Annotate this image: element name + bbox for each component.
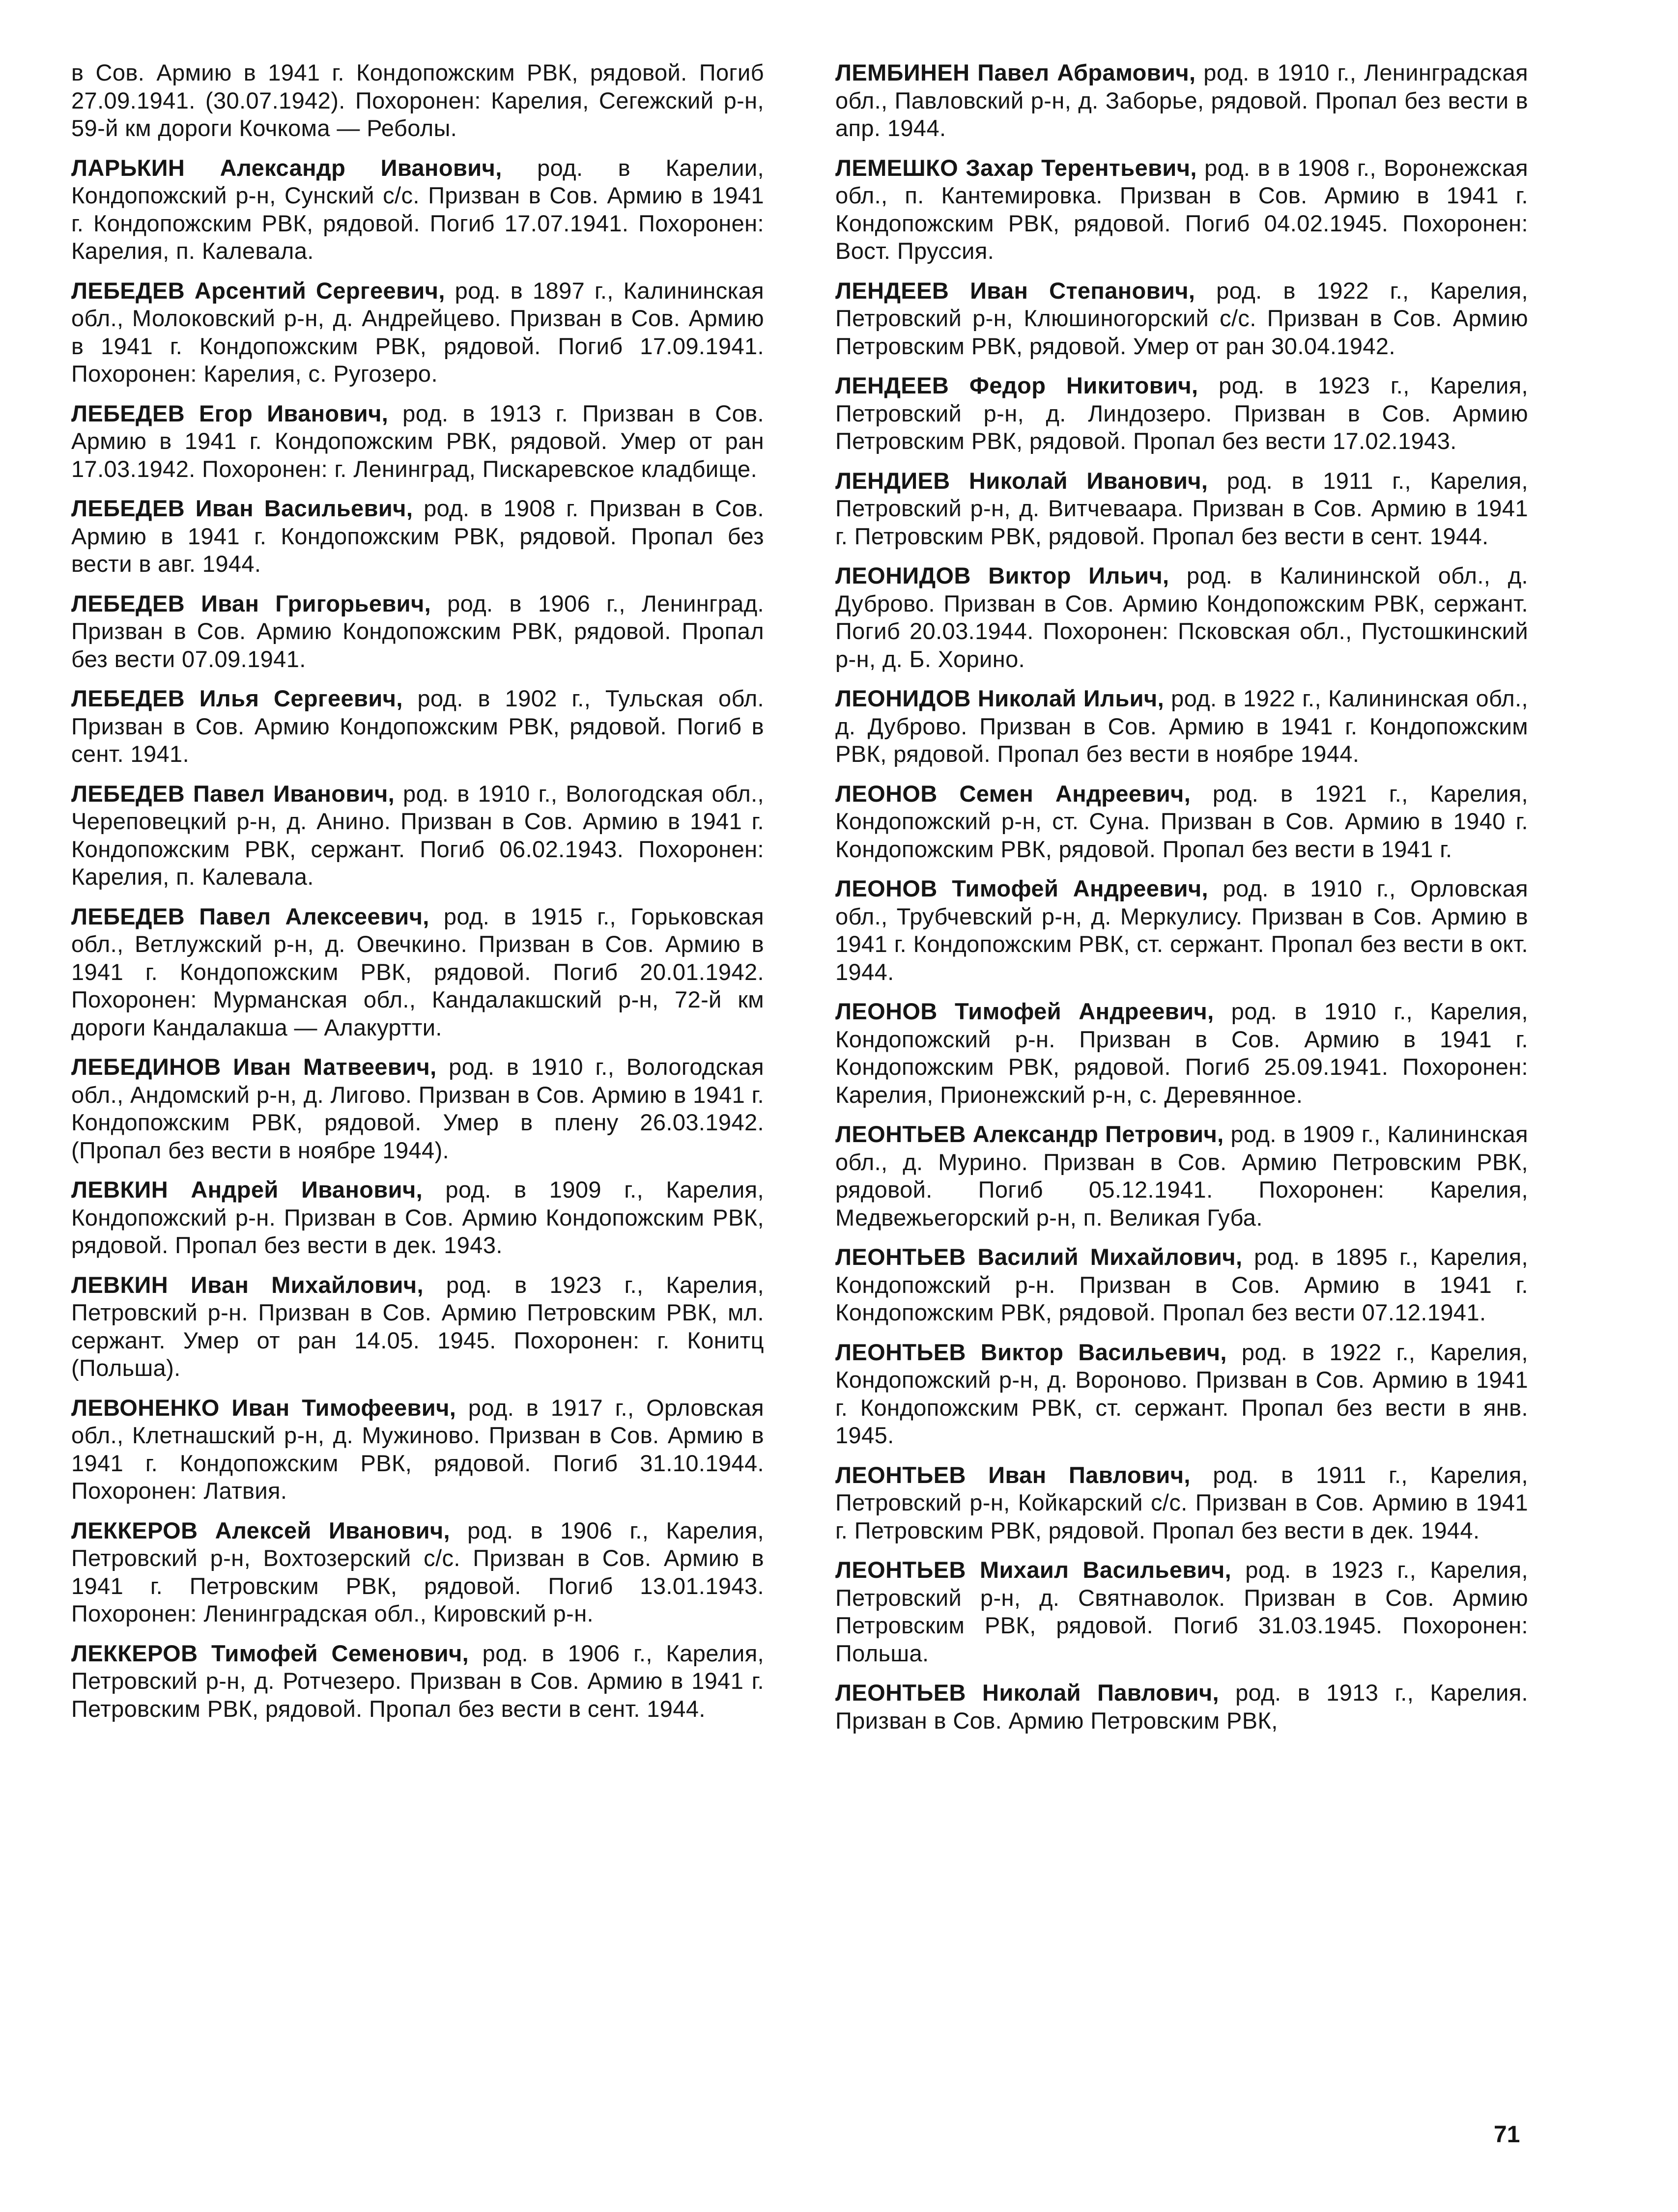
entry-name: ЛЕБЕДЕВ Илья Сергеевич, — [71, 685, 403, 711]
entry — [71, 277, 764, 388]
entry — [835, 467, 1528, 551]
entry-name: ЛЕБЕДЕВ Павел Иванович, — [71, 780, 395, 807]
entry-text: род. в 1921 г., Карелия, Кондопожский р-н, ст. Суна. Призван в Сов. Армию в 1940 г. Кондопожским РВК, рядовой. Пропал без вести в 1941 г. — [835, 780, 1528, 862]
entry — [835, 372, 1528, 455]
entry-text: род. в 1923 г., Карелия, Петровский р-н, д. Святнаволок. Призван в Сов. Армию Петровским РВК, рядовой. Погиб 31.03.1945. Похоронен: Польша. — [835, 1557, 1528, 1666]
entry-text: род. в 1910 г., Вологодская обл., Андомский р-н, д. Лигово. Призван в Сов. Армию в 1941 г. Кондопожским РВК, рядовой. Умер в плену 26.03.1942. (Пропал без вести в ноябре 1944). — [71, 1054, 764, 1163]
entry-text: род. в 1913 г. Призван в Сов. Армию в 1941 г. Кондопожским РВК, рядовой. Умер от ран 17.03.1942. Похоронен: г. Ленинград, Пискаревское кладбище. — [71, 400, 764, 482]
entry-text: род. в 1909 г., Калининская обл., д. Мурино. Призван в Сов. Армию Петровским РВК, рядовой. Погиб 05.12.1941. Похоронен: Карелия, Медвежьегорский р-н, п. Великая Губа. — [835, 1121, 1528, 1231]
entry-text: род. в 1910 г., Карелия, Кондопожский р-н. Призван в Сов. Армию в 1941 г. Кондопожским РВК, рядовой. Погиб 25.09.1941. Похоронен: Карелия, Прионежский р-н, с. Деревянное. — [835, 998, 1528, 1108]
entry-name: ЛЕМЕШКО Захар Терентьевич, — [835, 154, 1197, 181]
entry-text: род. в 1910 г., Ленинградская обл., Павловский р-н, д. Заборье, рядовой. Пропал без вести в апр. 1944. — [835, 59, 1528, 141]
entry-text: род. в Карелии, Кондопожский р-н, Сунский с/с. Призван в Сов. Армию в 1941 г. Кондопожским РВК, рядовой. Погиб 17.07.1941. Похоронен: Карелия, п. Калевала. — [71, 154, 764, 264]
entry-name: ЛЕОНОВ Семен Андреевич, — [835, 780, 1191, 807]
entry-name: ЛЕБЕДЕВ Иван Григорьевич, — [71, 590, 431, 616]
entry-text: род. в 1897 г., Калининская обл., Молоковский р-н, д. Андрейцево. Призван в Сов. Армию в 1941 г. Кондопожским РВК, рядовой. Погиб 17.09.1941. Похоронен: Карелия, с. Ругозеро. — [71, 277, 765, 387]
right-column — [835, 59, 1528, 1746]
entry — [835, 1339, 1528, 1450]
entry-text: род. в 1910 г., Вологодская обл., Череповецкий р-н, д. Анино. Призван в Сов. Армию в 1941 г. Кондопожским РВК, сержант. Погиб 06.02.1943. Похоронен: Карелия, п. Калевала. — [71, 780, 764, 890]
entry — [71, 1271, 764, 1382]
entry — [71, 400, 764, 483]
entry-name: ЛАРЬКИН Александр Иванович, — [71, 154, 502, 181]
page-number: 71 — [1494, 2122, 1520, 2148]
entry-name: ЛЕОНТЬЕВ Николай Павлович, — [835, 1680, 1219, 1706]
entry-name: ЛЕОНТЬЕВ Михаил Васильевич, — [835, 1557, 1232, 1583]
entry-text: род. в 1923 г., Карелия, Петровский р-н, д. Линдозеро. Призван в Сов. Армию Петровским РВК, рядовой. Пропал без вести 17.02.1943. — [835, 372, 1528, 454]
entry-name: ЛЕОНТЬЕВ Виктор Васильевич, — [835, 1339, 1227, 1365]
entry-name: ЛЕККЕРОВ Тимофей Семенович, — [71, 1640, 469, 1666]
entry-name: ЛЕККЕРОВ Алексей Иванович, — [71, 1517, 451, 1543]
entry — [835, 562, 1528, 673]
entry — [835, 780, 1528, 864]
entry-name: ЛЕВКИН Андрей Иванович, — [71, 1176, 423, 1203]
entry — [71, 154, 764, 265]
entry — [71, 780, 764, 891]
entry-name: ЛЕОНОВ Тимофей Андреевич, — [835, 875, 1209, 901]
left-column — [71, 59, 764, 1735]
entry — [835, 1120, 1528, 1232]
entry — [835, 59, 1528, 142]
entry-text: род. в 1906 г., Карелия, Петровский р-н, Вохтозерский с/с. Призван в Сов. Армию в 1941 г. Петровским РВК, рядовой. Погиб 13.01.1943. Похоронен: Ленинградская обл., Кировский р-н. — [71, 1517, 764, 1626]
entry — [71, 495, 764, 578]
entry-text: род. в Калининской обл., д. Дуброво. Призван в Сов. Армию Кондопожским РВК, сержант. Погиб 20.03.1944. Похоронен: Псковская обл., Пустошкинский р-н, д. Б. Хорино. — [835, 562, 1528, 672]
entry-text: род. в 1923 г., Карелия, Петровский р-н. Призван в Сов. Армию Петровским РВК, мл. сержант. Умер от ран 14.05. 1945. Похоронен: г. Конитц (Польша). — [71, 1271, 764, 1381]
entry — [71, 903, 764, 1042]
entry-text: род. в 1922 г., Карелия, Кондопожский р-н, д. Вороново. Призван в Сов. Армию в 1941 г. Кондопожским РВК, ст. сержант. Пропал без вести в янв. 1945. — [835, 1339, 1528, 1448]
entry — [835, 154, 1528, 265]
entry-name: ЛЕОНОВ Тимофей Андреевич, — [835, 998, 1214, 1024]
entry-text: род. в 1906 г., Карелия, Петровский р-н, д. Ротчезеро. Призван в Сов. Армию в 1941 г. Петровским РВК, рядовой. Пропал без вести в сент. 1944. — [71, 1640, 765, 1722]
entry-name: ЛЕОНТЬЕВ Иван Павлович, — [835, 1461, 1191, 1488]
entry-text: род. в 1917 г., Орловская обл., Клетнашский р-н, д. Мужиново. Призван в Сов. Армию в 1941 г. Кондопожским РВК, рядовой. Погиб 31.10.1944. Похоронен: Латвия. — [71, 1394, 764, 1504]
entry-name: ЛЕБЕДИНОВ Иван Матвеевич, — [71, 1054, 437, 1080]
entry-name: ЛЕНДИЕВ Николай Иванович, — [835, 467, 1208, 494]
entry-text: род. в 1922 г., Карелия, Петровский р-н, Клюшиногорский с/с. Призван в Сов. Армию Петровским РВК, рядовой. Умер от ран 30.04.1942. — [835, 277, 1528, 359]
entry-name: ЛЕВКИН Иван Михайлович, — [71, 1271, 424, 1298]
entry-name: ЛЕМБИНЕН Павел Абрамович, — [835, 59, 1196, 85]
entry-name: ЛЕВОНЕНКО Иван Тимофеевич, — [71, 1394, 456, 1421]
entry — [71, 1640, 764, 1723]
entry-name: ЛЕОНТЬЕВ Александр Петрович, — [835, 1121, 1224, 1147]
entry-text: род. в 1911 г., Карелия, Петровский р-н, д. Витчеваара. Призван в Сов. Армию в 1941 г. Петровским РВК, рядовой. Пропал без вести в сент. 1944. — [835, 467, 1529, 549]
entry — [835, 1679, 1528, 1735]
entry — [835, 277, 1528, 361]
entry-name: ЛЕБЕДЕВ Иван Васильевич, — [71, 495, 413, 521]
entry — [835, 1556, 1528, 1667]
entry-name: ЛЕБЕДЕВ Арсентий Сергеевич, — [71, 277, 445, 304]
entry — [71, 1053, 764, 1164]
entry — [835, 1461, 1528, 1545]
entry — [835, 998, 1528, 1109]
entry-name: ЛЕОНИДОВ Николай Ильич, — [835, 685, 1165, 711]
entry — [71, 1176, 764, 1260]
entry — [71, 685, 764, 768]
entry-name: ЛЕНДЕЕВ Федор Никитович, — [835, 372, 1198, 398]
entry-text: род. в 1911 г., Карелия, Петровский р-н, Койкарский с/с. Призван в Сов. Армию в 1941 г. Петровским РВК, рядовой. Пропал без вести в дек. 1944. — [835, 1461, 1528, 1543]
entry-name: ЛЕОНТЬЕВ Василий Михайлович, — [835, 1244, 1243, 1270]
entry-text: род. в в 1908 г., Воронежская обл., п. Кантемировка. Призван в Сов. Армию в 1941 г. Кондопожским РВК, рядовой. Погиб 04.02.1945. Похоронен: Вост. Пруссия. — [835, 154, 1528, 264]
entry — [71, 59, 764, 142]
entry-text: в Сов. Армию в 1941 г. Кондопожским РВК, рядовой. Погиб 27.09.1941. (30.07.1942). Похоронен: Карелия, Сегежский р-н, 59-й км дороги Кочкома — Реболы. — [71, 59, 764, 141]
entry-name: ЛЕНДЕЕВ Иван Степанович, — [835, 277, 1195, 304]
entry — [835, 685, 1528, 768]
entry — [835, 875, 1528, 986]
entry-text: род. в 1915 г., Горьковская обл., Ветлужский р-н, д. Овечкино. Призван в Сов. Армию в 1941 г. Кондопожским РВК, рядовой. Погиб 20.01.1942. Похоронен: Мурманская обл., Кандалакшский р-н, 72-й км дороги Кандалакша — Алакуртти. — [71, 903, 764, 1040]
entry-text: род. в 1906 г., Ленинград. Призван в Сов. Армию Кондопожским РВК, рядовой. Пропал без вести 07.09.1941. — [71, 590, 764, 672]
entry-name: ЛЕБЕДЕВ Егор Иванович, — [71, 400, 389, 426]
entry-text: род. в 1913 г., Карелия. Призван в Сов. Армию Петровским РВК, — [835, 1680, 1528, 1734]
entry-text: род. в 1910 г., Орловская обл., Трубчевский р-н, д. Меркулису. Призван в Сов. Армию в 1941 г. Кондопожским РВК, ст. сержант. Пропал без вести в окт. 1944. — [835, 875, 1528, 985]
entry-name: ЛЕОНИДОВ Виктор Ильич, — [835, 562, 1169, 588]
entry — [835, 1243, 1528, 1327]
entry — [71, 1517, 764, 1628]
entry-text: род. в 1908 г. Призван в Сов. Армию в 1941 г. Кондопожским РВК, рядовой. Пропал без вести в авг. 1944. — [71, 495, 764, 577]
entry-text: род. в 1895 г., Карелия, Кондопожский р-н. Призван в Сов. Армию в 1941 г. Кондопожским РВК, рядовой. Пропал без вести 07.12.1941. — [835, 1244, 1528, 1325]
entry — [71, 590, 764, 673]
entry-text: род. в 1922 г., Калининская обл., д. Дуброво. Призван в Сов. Армию в 1941 г. Кондопожским РВК, рядовой. Пропал без вести в ноябре 1944. — [835, 685, 1529, 767]
entry-text: род. в 1909 г., Карелия, Кондопожский р-н. Призван в Сов. Армию Кондопожским РВК, рядовой. Пропал без вести в дек. 1943. — [71, 1176, 764, 1258]
entry — [71, 1394, 764, 1505]
entry-text: род. в 1902 г., Тульская обл. Призван в Сов. Армию Кондопожским РВК, рядовой. Погиб в сент. 1941. — [71, 685, 765, 767]
entry-name: ЛЕБЕДЕВ Павел Алексеевич, — [71, 903, 429, 929]
